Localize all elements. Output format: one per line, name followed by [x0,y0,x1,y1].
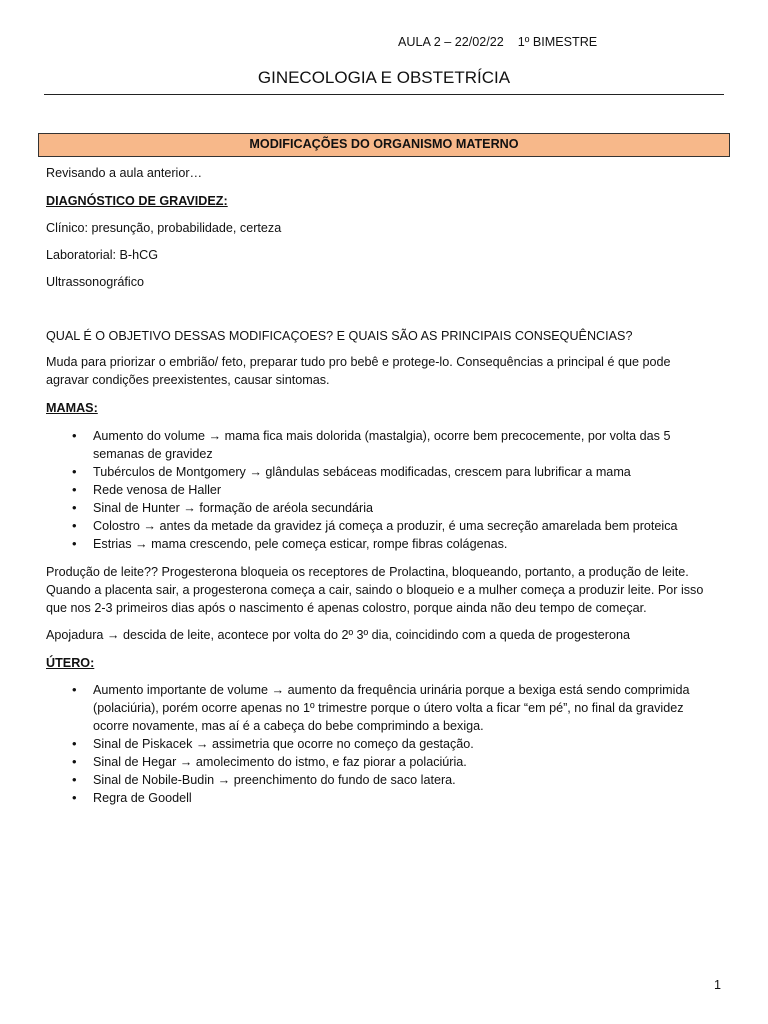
list-item: • Sinal de Nobile-Budin → preenchimento do fundo de saco latera. [72,772,456,787]
uterus-heading: ÚTERO: [46,656,95,670]
breasts-list [46,427,726,553]
breasts-heading: MAMAS: [46,401,98,415]
document-body [46,164,726,807]
list-item: • Regra de Goodell [72,790,192,805]
list-item: • Estrias → mama crescendo, pele começa esticar, rompe fibras colágenas. [72,536,508,551]
list-item: • Sinal de Hegar → amolecimento do istmo, e faz piorar a polaciúria. [72,754,467,769]
list-item: • Tubérculos de Montgomery → glândulas sebáceas modificadas, crescem para lubrificar a mama [72,464,631,479]
bullet-icon: • [72,790,77,805]
page-number: 1 [714,978,722,992]
title-underline [44,94,724,95]
bullet-icon: • [72,682,77,697]
uterus-list [46,681,726,807]
bullet-icon: • [72,536,77,551]
bullet-icon: • [72,754,77,769]
review-line: Revisando a aula anterior… [46,166,203,180]
list-item: • Aumento importante de volume → aumento da frequência urinária porque a bexiga está sendo comprimida (polaciúria), porém ocorre apenas no 1º trimestre porque o útero volta a ficar “em pé”, no final da gravidez ocorre novamente, mas aí é a cabeça do bebe comprimindo a bexiga. [72,682,690,733]
clinical-line: Clínico: presunção, probabilidade, certeza [46,221,282,235]
list-item: • Aumento do volume → mama fica mais dolorida (mastalgia), ocorre bem precocemente, por volta das 5 semanas de gravidez [72,428,671,461]
question-line: QUAL É O OBJETIVO DESSAS MODIFICAÇOES? E QUAIS SÃO AS PRINCIPAIS CONSEQUÊNCIAS? [46,329,633,343]
bullet-icon: • [72,464,77,479]
bullet-icon: • [72,500,77,515]
list-item: • Sinal de Piskacek → assimetria que ocorre no começo da gestação. [72,736,474,751]
apojadura-line: Apojadura → descida de leite, acontece por volta do 2º 3º dia, coincidindo com a queda de progesterona [46,628,630,642]
list-item: • Sinal de Hunter → formação de aréola secundária [72,500,374,515]
answer-line-2: agravar condições preexistentes, causar sintomas. [46,373,330,387]
answer-line-1: Muda para priorizar o embrião/ feto, preparar tudo pro bebê e protege-lo. Consequências a principal é que pode [46,355,671,369]
bullet-icon: • [72,518,77,533]
ultrasound-line: Ultrassonográfico [46,275,144,289]
lab-line: Laboratorial: B-hCG [46,248,158,262]
bullet-icon: • [72,428,77,443]
milk-line-3: que nos 2-3 primeiros dias após o nascimento é apenas colostro, porque ainda não deu tempo de começar. [46,601,647,615]
milk-line-1: Produção de leite?? Progesterona bloqueia os receptores de Prolactina, bloqueando, portanto, a produção de leite. [46,565,689,579]
bullet-icon: • [72,482,77,497]
section-title-banner: MODIFICAÇÕES DO ORGANISMO MATERNO [38,133,730,157]
bullet-icon: • [72,772,77,787]
list-item: • Colostro → antes da metade da gravidez já começa a produzir, é uma secreção amarelada bem proteica [72,518,678,533]
milk-line-2: Quando a placenta sair, a progesterona começa a cair, saindo o bloqueio e a mulher começa a produzir leite. Por isso [46,583,704,597]
diagnosis-heading: DIAGNÓSTICO DE GRAVIDEZ: [46,194,228,208]
class-info: AULA 2 – 22/02/22 1º BIMESTRE [398,35,598,49]
page-title: GINECOLOGIA E OBSTETRÍCIA [257,68,511,87]
bullet-icon: • [72,736,77,751]
list-item: • Rede venosa de Haller [72,482,222,497]
